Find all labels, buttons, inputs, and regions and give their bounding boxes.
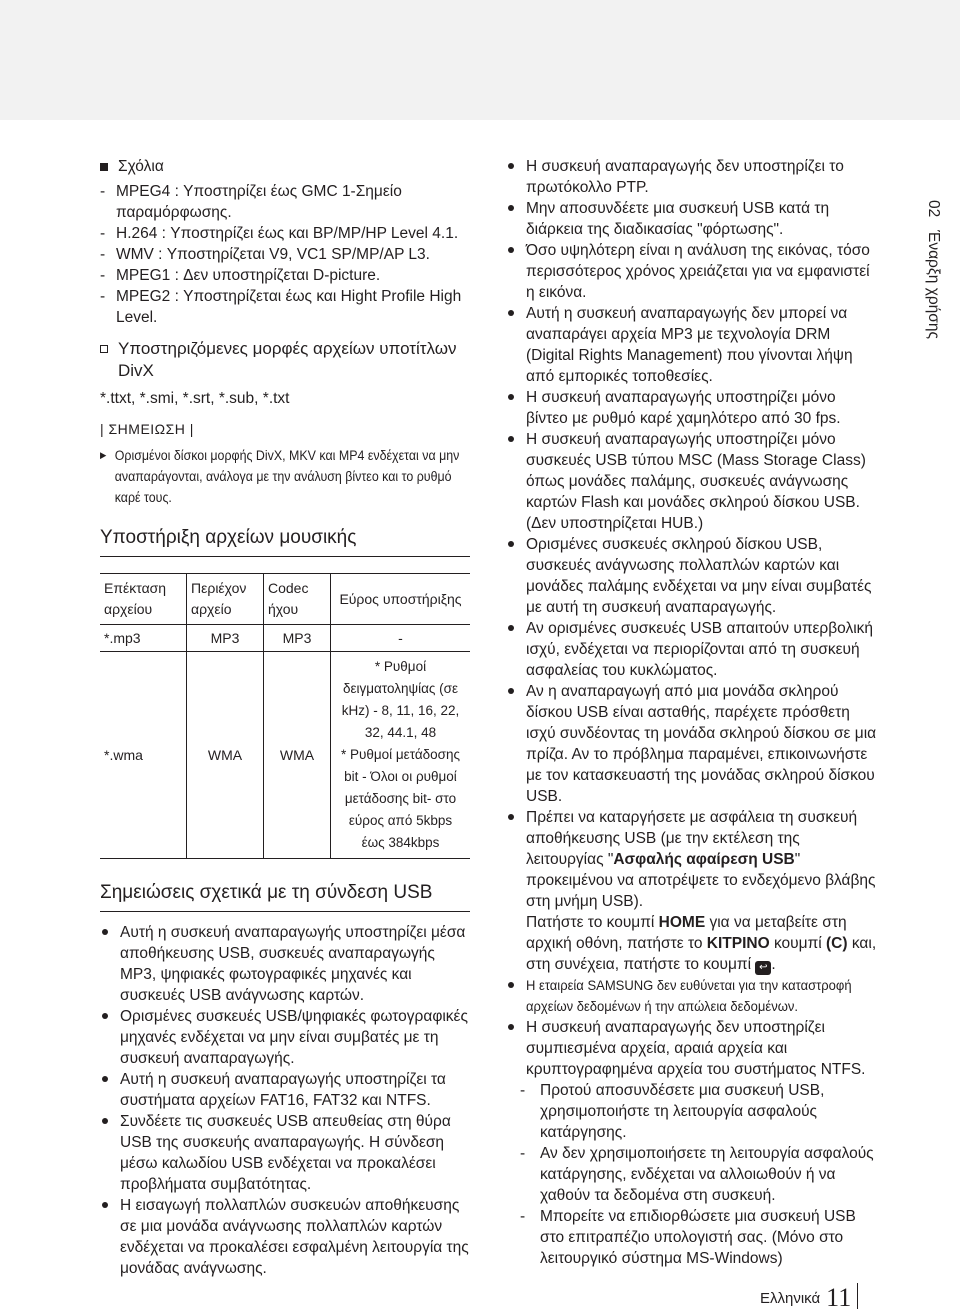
list-item: Ορισμένες συσκευές σκληρού δίσκου USB, συσκευές ανάγνωσης πολλαπλών καρτών και μονάδες παλάμης ενδέχεται να μην είναι συμβατές με αυτή τη συσκευή αναπαραγωγής.: [506, 534, 878, 618]
list-item: Η συσκευή αναπαραγωγής υποστηρίζει μόνο συσκευές USB τύπου MSC (Mass Storage Class) όπως μονάδες παλάμης, συσκευές ανάγνωσης καρτών Flash και μονάδες σκληρού δίσκου USB. (Δεν υποστηρίζεται HUB.): [506, 429, 878, 534]
bullet-icon: [508, 436, 514, 442]
list-item: Η εταιρεία SAMSUNG δεν ευθύνεται για την καταστροφή αρχείων δεδομένων ή την απώλεια δεδομένων.: [506, 975, 878, 1017]
chapter-number: 02: [925, 200, 942, 218]
table-header: Επέκταση αρχείου: [100, 574, 187, 625]
usb-bullets: [100, 922, 470, 1279]
bullet-icon: [102, 1076, 108, 1082]
table-cell: MP3: [264, 625, 331, 652]
list-item: - MPEG2 : Υποστηρίζεται έως και Hight Profile High Level.: [100, 288, 462, 326]
list-item: Όσο υψηλότερη είναι η ανάλυση της εικόνας, τόσο περισσότερος χρόνος χρειάζεται για να εμφανιστεί η εικόνα.: [506, 240, 878, 303]
list-item: - Προτού αποσυνδέσετε μια συσκευή USB, χρησιμοποιήστε τη λειτουργία ασφαλούς κατάργησης.: [520, 1082, 825, 1141]
chapter-tab: [918, 200, 948, 400]
right-column: [506, 156, 878, 1269]
list-item: Αυτή η συσκευή αναπαραγωγής δεν μπορεί να αναπαράγει αρχεία MP3 με τεχνολογία DRM (Digital Rights Management) που γίνονται λήψη από εμπορικές τοποθεσίες.: [506, 303, 878, 387]
bullet-icon: [508, 814, 514, 820]
bullet-icon: [508, 310, 514, 316]
page-footer: [760, 1283, 858, 1313]
table-cell: WMA: [264, 652, 331, 859]
bullet-icon: [508, 1024, 514, 1030]
chapter-title: Έναρξη χρήσης: [925, 230, 942, 339]
list-item: - WMV : Υποστηρίζεται V9, VC1 SP/MP/AP L3.: [100, 246, 430, 263]
list-item: Πρέπει να καταργήσετε με ασφάλεια τη συσκευή αποθήκευσης USB (με την εκτέλεση της λειτουργίας "Ασφαλής αφαίρεση USB" προκειμένου να αποτρέψετε το ενδεχόμενο βλάβης στη μνήμη USB). Πατήστε το κουμπί HOME για να μεταβείτε στη αρχική οθόνη, πατήστε το ΚΙΤΡΙΝΟ κουμπί (C) και, στη συνέχεια, πατήστε το κουμπί ↩ .: [506, 807, 878, 975]
return-button-icon: ↩: [755, 961, 771, 975]
list-item: Αν η αναπαραγωγή από μια μονάδα σκληρού δίσκου USB είναι ασταθής, παρέχετε πρόσθετη ισχύ συνδέοντας τη μονάδα σκληρού δίσκου σε μια πρίζα. Αν το πρόβλημα παραμένει, επικοινωνήστε με τον κατασκευαστή της μονάδας σκληρού δίσκου USB.: [506, 681, 878, 807]
table-cell: *.wma: [100, 652, 187, 859]
music-section-title: Υποστήριξη αρχείων μουσικής: [100, 526, 470, 557]
bullet-icon: [102, 1202, 108, 1208]
table-cell: MP3: [187, 625, 264, 652]
bullet-icon: [102, 929, 108, 935]
list-item: - Αν δεν χρησιμοποιήσετε τη λειτουργία ασφαλούς κατάργησης, ενδέχεται να αλλοιωθούν ή να χαθούν τα δεδομένα στη συσκευή.: [520, 1145, 874, 1204]
table-cell: *.mp3: [100, 625, 187, 652]
comments-list: [100, 181, 470, 328]
bullet-icon: [508, 163, 514, 169]
triangle-bullet-icon: ▶: [100, 450, 107, 460]
left-column: [100, 156, 470, 1279]
table-row: [100, 625, 470, 652]
list-item: Η συσκευή αναπαραγωγής υποστηρίζει μόνο βίντεο με ρυθμό καρέ χαμηλότερο από 30 fps.: [506, 387, 878, 429]
bullet-icon: [508, 205, 514, 211]
list-item: Η εισαγωγή πολλαπλών συσκευών αποθήκευσης σε μια μονάδα ανάγνωσης πολλαπλών καρτών ενδέχεται να προκαλέσει εσφαλμένη λειτουργία της μονάδας ανάγνωσης.: [100, 1195, 470, 1279]
footer-divider: [857, 1283, 858, 1309]
table-cell: WMA: [187, 652, 264, 859]
list-item: - Μπορείτε να επιδιορθώσετε μια συσκευή USB στο επιτραπέζιο υπολογιστή σας. (Μόνο στο λειτουργικό σύστημα MS-Windows): [520, 1208, 856, 1267]
table-header: Περιέχον αρχείο: [187, 574, 264, 625]
note: ▶ Ορισμένοι δίσκοι μορφής DivX, MKV και MP4 ενδέχεται να μην αναπαράγονται, ανάλογα με την ανάλυση βίντεο και το ρυθμό καρέ τους.: [100, 445, 468, 508]
page-number: 11: [826, 1283, 852, 1312]
list-item: Συνδέετε τις συσκευές USB απευθείας στη θύρα USB της συσκευής αναπαραγωγής. Η σύνδεση μέσω καλωδίου USB ενδέχεται να προκαλέσει προβλήματα συμβατότητας.: [100, 1111, 470, 1195]
bullet-icon: [508, 982, 514, 988]
list-item: Η συσκευή αναπαραγωγής δεν υποστηρίζει το πρωτόκολλο PTP.: [506, 156, 878, 198]
list-item: Αυτή η συσκευή αναπαραγωγής υποστηρίζει μέσα αποθήκευσης USB, συσκευές αναπαραγωγής MP3, ψηφιακές φωτογραφικές μηχανές και συσκευές USB ανάγνωσης καρτών.: [100, 922, 470, 1006]
bullet-icon: [102, 1118, 108, 1124]
bullet-icon: [508, 541, 514, 547]
table-cell: -: [331, 625, 471, 652]
hollow-square-icon: [100, 345, 108, 353]
list-item: Μην αποσυνδέετε μια συσκευή USB κατά τη διάρκεια της διαδικασίας "φόρτωσης".: [506, 198, 878, 240]
list-item: Αν ορισμένες συσκευές USB απαιτούν υπερβολική ισχύ, ενδέχεται να περιορίζονται από τη συσκευή ασφαλείας του κυκλώματος.: [506, 618, 878, 681]
usb-section-title: Σημειώσεις σχετικά με τη σύνδεση USB: [100, 881, 470, 912]
table-cell: * Ρυθμοί δειγματοληψίας (σε kHz) - 8, 11, 16, 22, 32, 44.1, 48 * Ρυθμοί μετάδοσης bit - Όλοι οι ρυθμοί μετάδοσης bit- στο εύρος από 5kbps έως 384kbps: [331, 652, 471, 859]
bullet-icon: [102, 1013, 108, 1019]
list-item: Η συσκευή αναπαραγωγής δεν υποστηρίζει συμπιεσμένα αρχεία, αραιά αρχεία και κρυπτογραφημένα αρχεία του συστήματος NTFS.: [506, 1017, 878, 1080]
bullet-icon: [508, 394, 514, 400]
list-item: - MPEG1 : Δεν υποστηρίζεται D-picture.: [100, 267, 381, 284]
top-band: [0, 0, 960, 120]
table-row: [100, 652, 470, 859]
bullet-icon: [508, 688, 514, 694]
table-header: Εύρος υποστήριξης: [331, 574, 471, 625]
comments-heading: Σχόλια: [100, 156, 470, 177]
bullet-icon: [508, 247, 514, 253]
square-bullet-icon: [100, 163, 108, 171]
subtitle-formats-heading: Υποστηριζόμενες μορφές αρχείων υποτίτλων DivX: [100, 338, 470, 382]
music-table: [100, 573, 470, 859]
list-item: Αυτή η συσκευή αναπαραγωγής υποστηρίζει τα συστήματα αρχείων FAT16, FAT32 και NTFS.: [100, 1069, 470, 1111]
subtitle-formats: *.ttxt, *.smi, *.srt, *.sub, *.txt: [100, 390, 290, 407]
table-header: Codec ήχου: [264, 574, 331, 625]
bullet-icon: [508, 625, 514, 631]
footer-language: Ελληνικά: [760, 1290, 821, 1307]
list-item: - H.264 : Υποστηρίζει έως και BP/MP/HP Level 4.1.: [100, 225, 459, 242]
list-item: Ορισμένες συσκευές USB/ψηφιακές φωτογραφικές μηχανές ενδέχεται να μην είναι συμβατές με τη συσκευή αναπαραγωγής.: [100, 1006, 470, 1069]
list-item: - MPEG4 : Υποστηρίζει έως GMC 1-Σημείο παραμόρφωσης.: [100, 183, 402, 221]
note-title: | ΣΗΜΕΙΩΣΗ |: [100, 421, 194, 437]
